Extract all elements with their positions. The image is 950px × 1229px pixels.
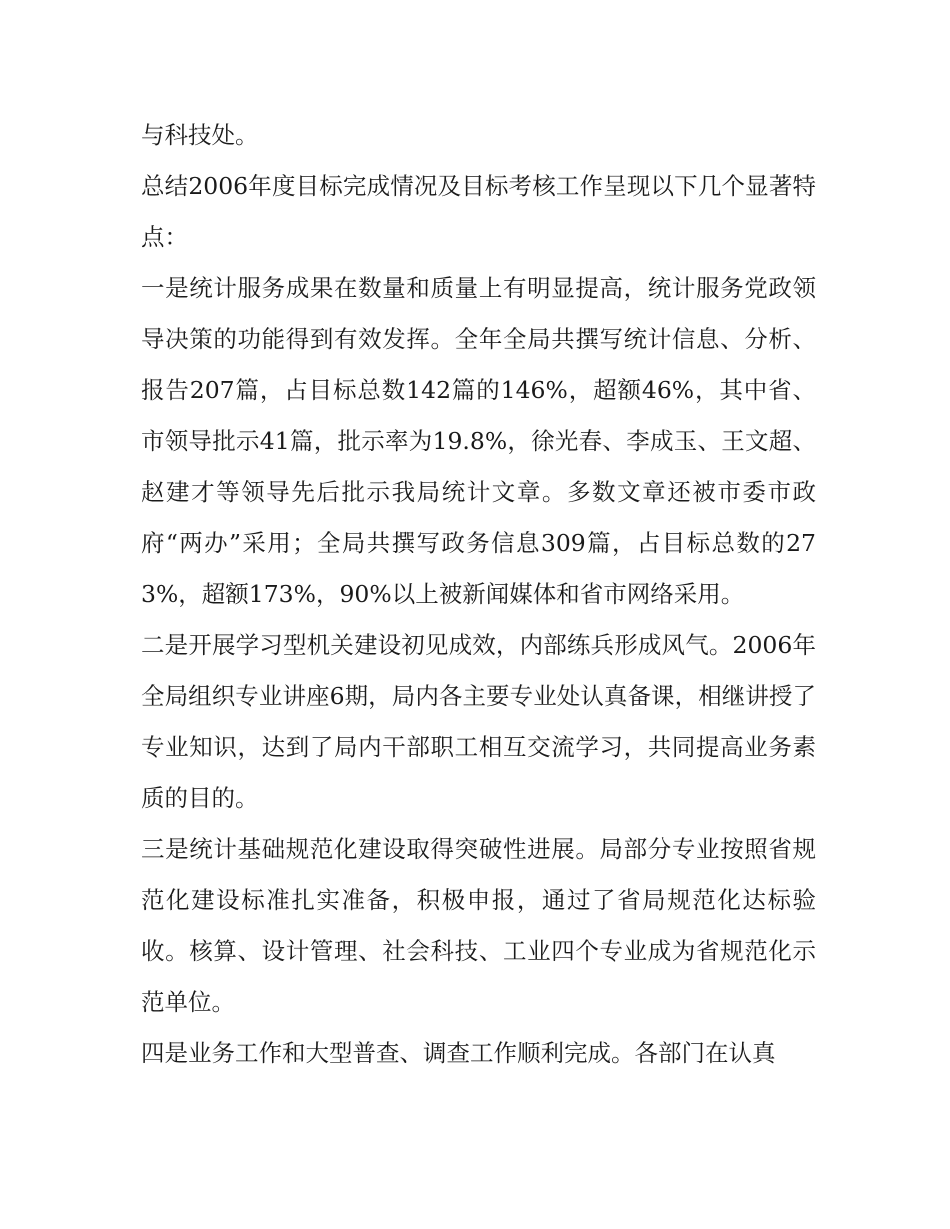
paragraph-point-four: 四是业务工作和大型普查、调查工作顺利完成。各部门在认真 [141,1039,776,1067]
paragraph-point-three: 三是统计基础规范化建设取得突破性进展。局部分专业按照省规范化建设标准扎实准备，积极申报，通过了省局规范化达标验收。核算、设计管理、社会科技、工业四个专业成为省规范化示范单位。 [141,835,816,1016]
paragraph-point-one: 一是统计服务成果在数量和质量上有明显提高，统计服务党政领导决策的功能得到有效发挥。全年全局共撰写统计信息、分析、报告207篇，占目标总数142篇的146%，超额46%，其中省、市领导批示41篇，批示率为19.8%，徐光春、李成玉、王文超、赵建才等领导先后批示我局统计文章。多数文章还被市委市政府“两办”采用；全局共撰写政务信息309篇，占目标总数的273%，超额173%，90%以上被新闻媒体和省市网络采用。 [141,274,816,608]
paragraph-point-two: 二是开展学习型机关建设初见成效，内部练兵形成风气。2006年全局组织专业讲座6期，局内各主要专业处认真备课，相继讲授了专业知识，达到了局内干部职工相互交流学习，共同提高业务素质的目的。 [141,631,816,812]
document-body [141,110,816,1079]
paragraph-summary-intro: 总结2006年度目标完成情况及目标考核工作呈现以下几个显著特点： [141,172,816,251]
paragraph-continuation: 与科技处。 [141,121,259,149]
